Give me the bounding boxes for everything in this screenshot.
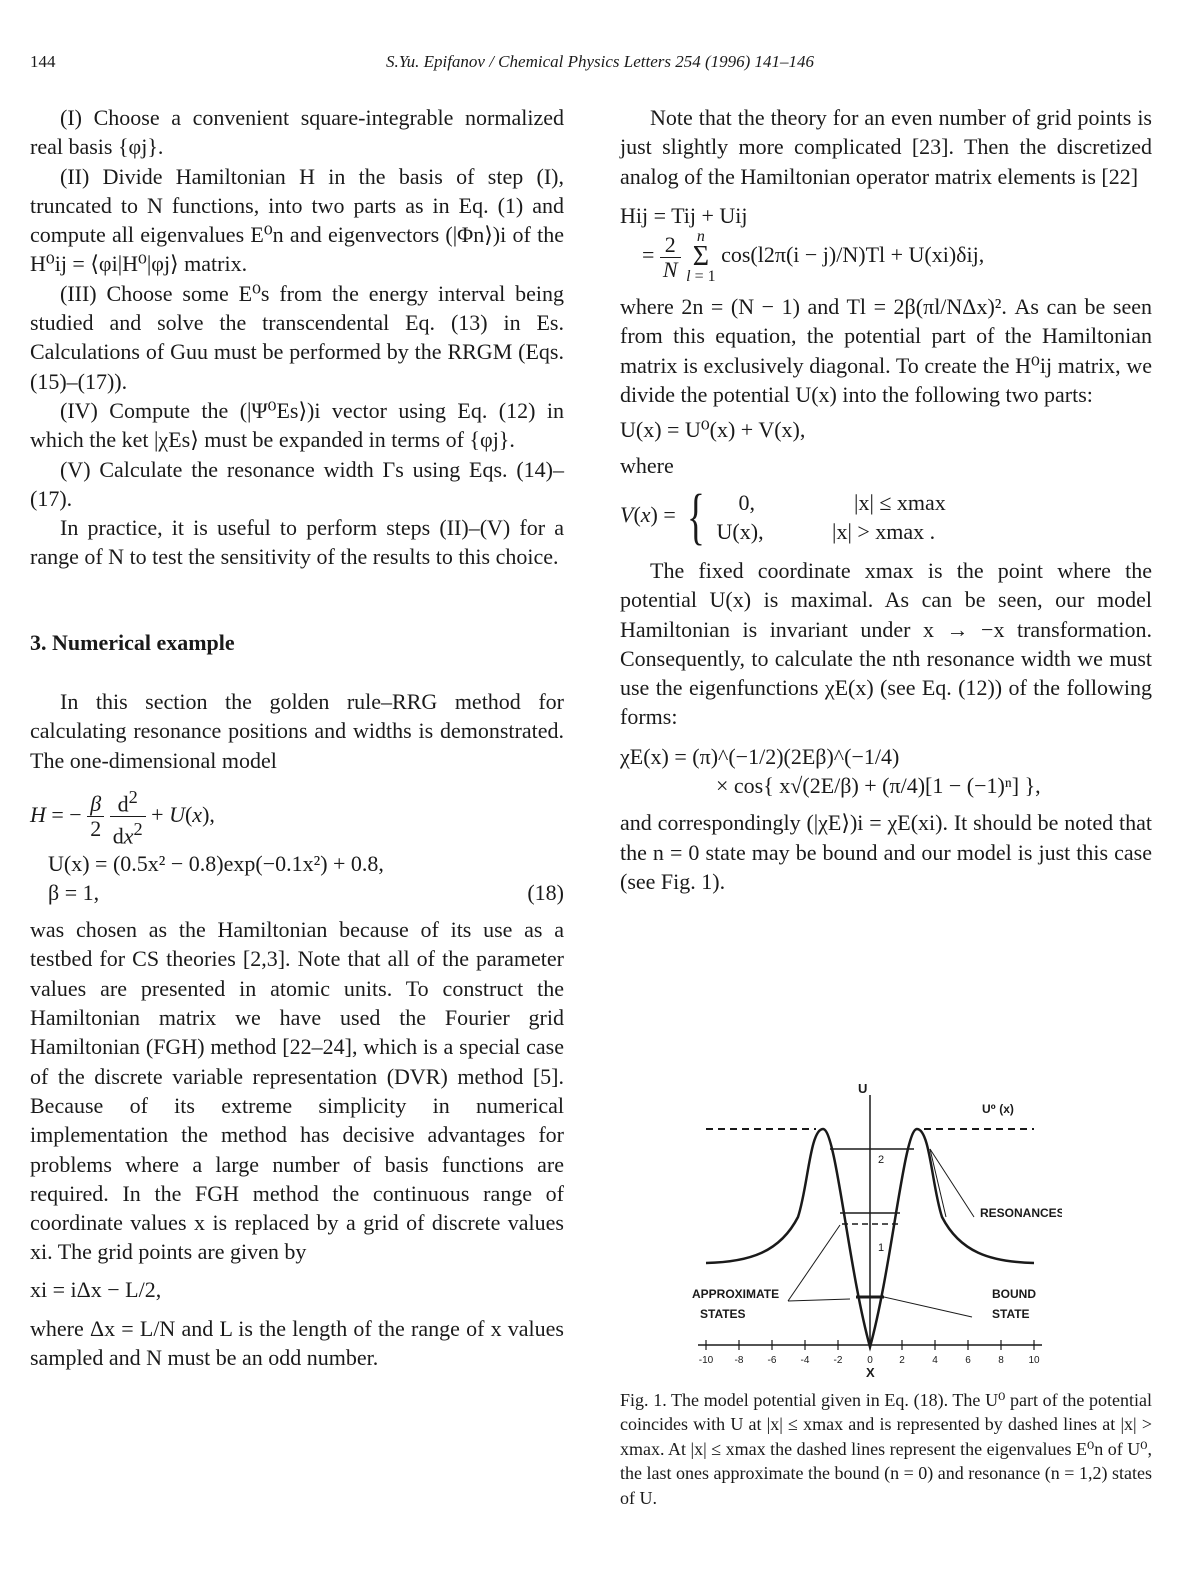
level-2-label: 2 [878, 1154, 884, 1166]
fgh-sum-equation: = 2 N n Σ l = 1 cos(l2π(i − j)/N)Tl + U(xi)δij, [620, 230, 1152, 284]
beta-value: β = 1, [48, 880, 99, 905]
step-3: (III) Choose some E⁰s from the energy interval being studied and solve the transcendental Eq. (13) in Es. Calculations of Guu must be performed by the RRGM (Eqs. (15)–(17)). [30, 279, 564, 396]
page-number: 144 [30, 52, 56, 72]
chi-equation [620, 742, 1152, 801]
section-title: 3. Numerical example [30, 628, 564, 657]
tick-label: -6 [768, 1355, 777, 1366]
chi-line-2: × cos{ x√(2E/β) + (π/4)[1 − (−1)ⁿ] }, [620, 771, 1152, 800]
hamiltonian-matrix-equation [620, 201, 1152, 284]
tick-label: -10 [699, 1355, 714, 1366]
tick-label: 0 [867, 1355, 873, 1366]
approximate-label-2: STATES [700, 1307, 746, 1321]
right-column [620, 103, 1152, 896]
x-axis-label: X [866, 1365, 875, 1380]
case-2-condition: |x| > xmax . [832, 519, 935, 544]
level-1-label: 1 [878, 1242, 884, 1254]
potential-split-equation: U(x) = U⁰(x) + V(x), [620, 415, 1152, 444]
y-axis-label: U [858, 1081, 867, 1096]
chi-line-1: χE(x) = (π)^(−1/2)(2Eβ)^(−1/4) [620, 742, 1152, 771]
equation-number: (18) [527, 878, 564, 907]
caption-text: Fig. 1. The model potential given in Eq. (18). The U⁰ part of the potential coincides with U at |x| ≤ xmax and is represented by dashed lines at |x| > xmax. At |x| ≤ xmax the dashed lines represent the eigenvalues E⁰n of U⁰, the last ones approximate the bound (n = 0) and resonance (n = 1,2) states of U. [620, 1388, 1152, 1510]
step-5: (V) Calculate the resonance width Γs using Eqs. (14)–(17). [30, 455, 564, 514]
tick-label: 10 [1028, 1355, 1040, 1366]
case-row-2 [717, 517, 946, 546]
v-cases-equation: V(x) = { 0, |x| ≤ xmax U(x), |x| > xmax . [620, 486, 1152, 548]
xmax-paragraph: The fixed coordinate xmax is the point where the potential U(x) is maximal. As can be seen, our model Hamiltonian is invariant under x → −x transformation. Consequently, to calculate the nth resonance width we must use the eigenfunctions χE(x) (see Eq. (12)) of the following forms: [620, 556, 1152, 732]
approx-pointer-2 [788, 1299, 850, 1301]
bound-pointer [884, 1297, 972, 1317]
tick-label: 2 [899, 1355, 905, 1366]
tick-label: -4 [801, 1355, 810, 1366]
tick-label: 8 [998, 1355, 1004, 1366]
practice-paragraph: In practice, it is useful to perform steps (II)–(V) for a range of N to test the sensitivity of the results to this choice. [30, 513, 564, 572]
beta-equation [30, 878, 564, 907]
step-1: (I) Choose a convenient square-integrable normalized real basis {φj}. [30, 103, 564, 162]
note-paragraph: Note that the theory for an even number of grid points is just slightly more complicated [23]. Then the discretized analog of the Hamiltonian operator matrix elements is [22] [620, 103, 1152, 191]
figure-1 [690, 1077, 1062, 1381]
hij-equation: Hij = Tij + Uij [620, 201, 1152, 230]
tick-label: -8 [735, 1355, 744, 1366]
potential-equation: U(x) = (0.5x² − 0.8)exp(−0.1x²) + 0.8, [30, 849, 564, 878]
hamiltonian-operator: H = − β 2 d2 dx2 + U(x), [30, 785, 564, 849]
case-2-value: U(x), [717, 517, 827, 546]
correspondingly-paragraph: and correspondingly (|χE⟩)i = χE(xi). It should be noted that the n = 0 state may be bound and our model is just this case (see Fig. 1). [620, 808, 1152, 896]
where-2n-paragraph: where 2n = (N − 1) and Tl = 2β(πl/NΔx)². As can be seen from this equation, the potential part of the Hamiltonian matrix is exclusively diagonal. To create the H⁰ij matrix, we divide the potential U(x) into the following two parts: [620, 292, 1152, 409]
case-1-value: 0, [717, 488, 849, 517]
bound-label-2: STATE [992, 1307, 1030, 1321]
where-paragraph: where Δx = L/N and L is the length of the range of x values sampled and N must be an odd number. [30, 1314, 564, 1373]
equation-18 [30, 785, 564, 907]
step-4: (IV) Compute the (|Ψ⁰Es⟩)i vector using Eq. (12) in which the ket |χEs⟩ must be expanded in terms of {φj}. [30, 396, 564, 455]
grid-equation: xi = iΔx − L/2, [30, 1275, 564, 1304]
resonance-pointer-1 [930, 1149, 974, 1217]
sum-tail: cos(l2π(i − j)/N)Tl + U(xi)δij, [721, 242, 984, 267]
intro-paragraph: In this section the golden rule–RRG method for calculating resonance positions and widths is demonstrated. The one-dimensional model [30, 687, 564, 775]
tick-label: -2 [834, 1355, 843, 1366]
where-word: where [620, 451, 1152, 480]
case-row-1 [717, 488, 946, 517]
left-column [30, 103, 564, 1373]
case-1-condition: |x| ≤ xmax [854, 490, 946, 515]
figure-caption [620, 1388, 1152, 1510]
step-2: (II) Divide Hamiltonian H in the basis of step (I), truncated to N functions, into two parts as in Eq. (1) and compute all eigenvalues E⁰n and eigenvectors (|Φn⟩)i of the H⁰ij = ⟨φi|H⁰|φj⟩ matrix. [30, 162, 564, 279]
bound-label-1: BOUND [992, 1287, 1036, 1301]
hamiltonian-paragraph: was chosen as the Hamiltonian because of its use as a testbed for CS theories [2,3]. Note that all of the parameter values are presented in atomic units. To construct the Hamiltonian matrix we have used the Fourier grid Hamiltonian (FGH) method [22–24], which is a special case of the discrete variable representation (DVR) method [5]. Because of its extreme simplicity in numerical implementation the method has decisive advantages for problems where a large number of basis functions are required. In the FGH method the continuous range of coordinate values x is replaced by a grid of discrete values xi. The grid points are given by [30, 915, 564, 1267]
approx-pointer-1 [788, 1225, 840, 1301]
tick-label: 4 [932, 1355, 938, 1366]
tick-label: 6 [965, 1355, 971, 1366]
potential-diagram [690, 1077, 1062, 1381]
approximate-label-1: APPROXIMATE [692, 1287, 779, 1301]
u0-label: U⁰ (x) [982, 1102, 1014, 1116]
running-head: S.Yu. Epifanov / Chemical Physics Letters 254 (1996) 141–146 [0, 52, 1200, 72]
resonances-label: RESONANCES [980, 1206, 1062, 1220]
